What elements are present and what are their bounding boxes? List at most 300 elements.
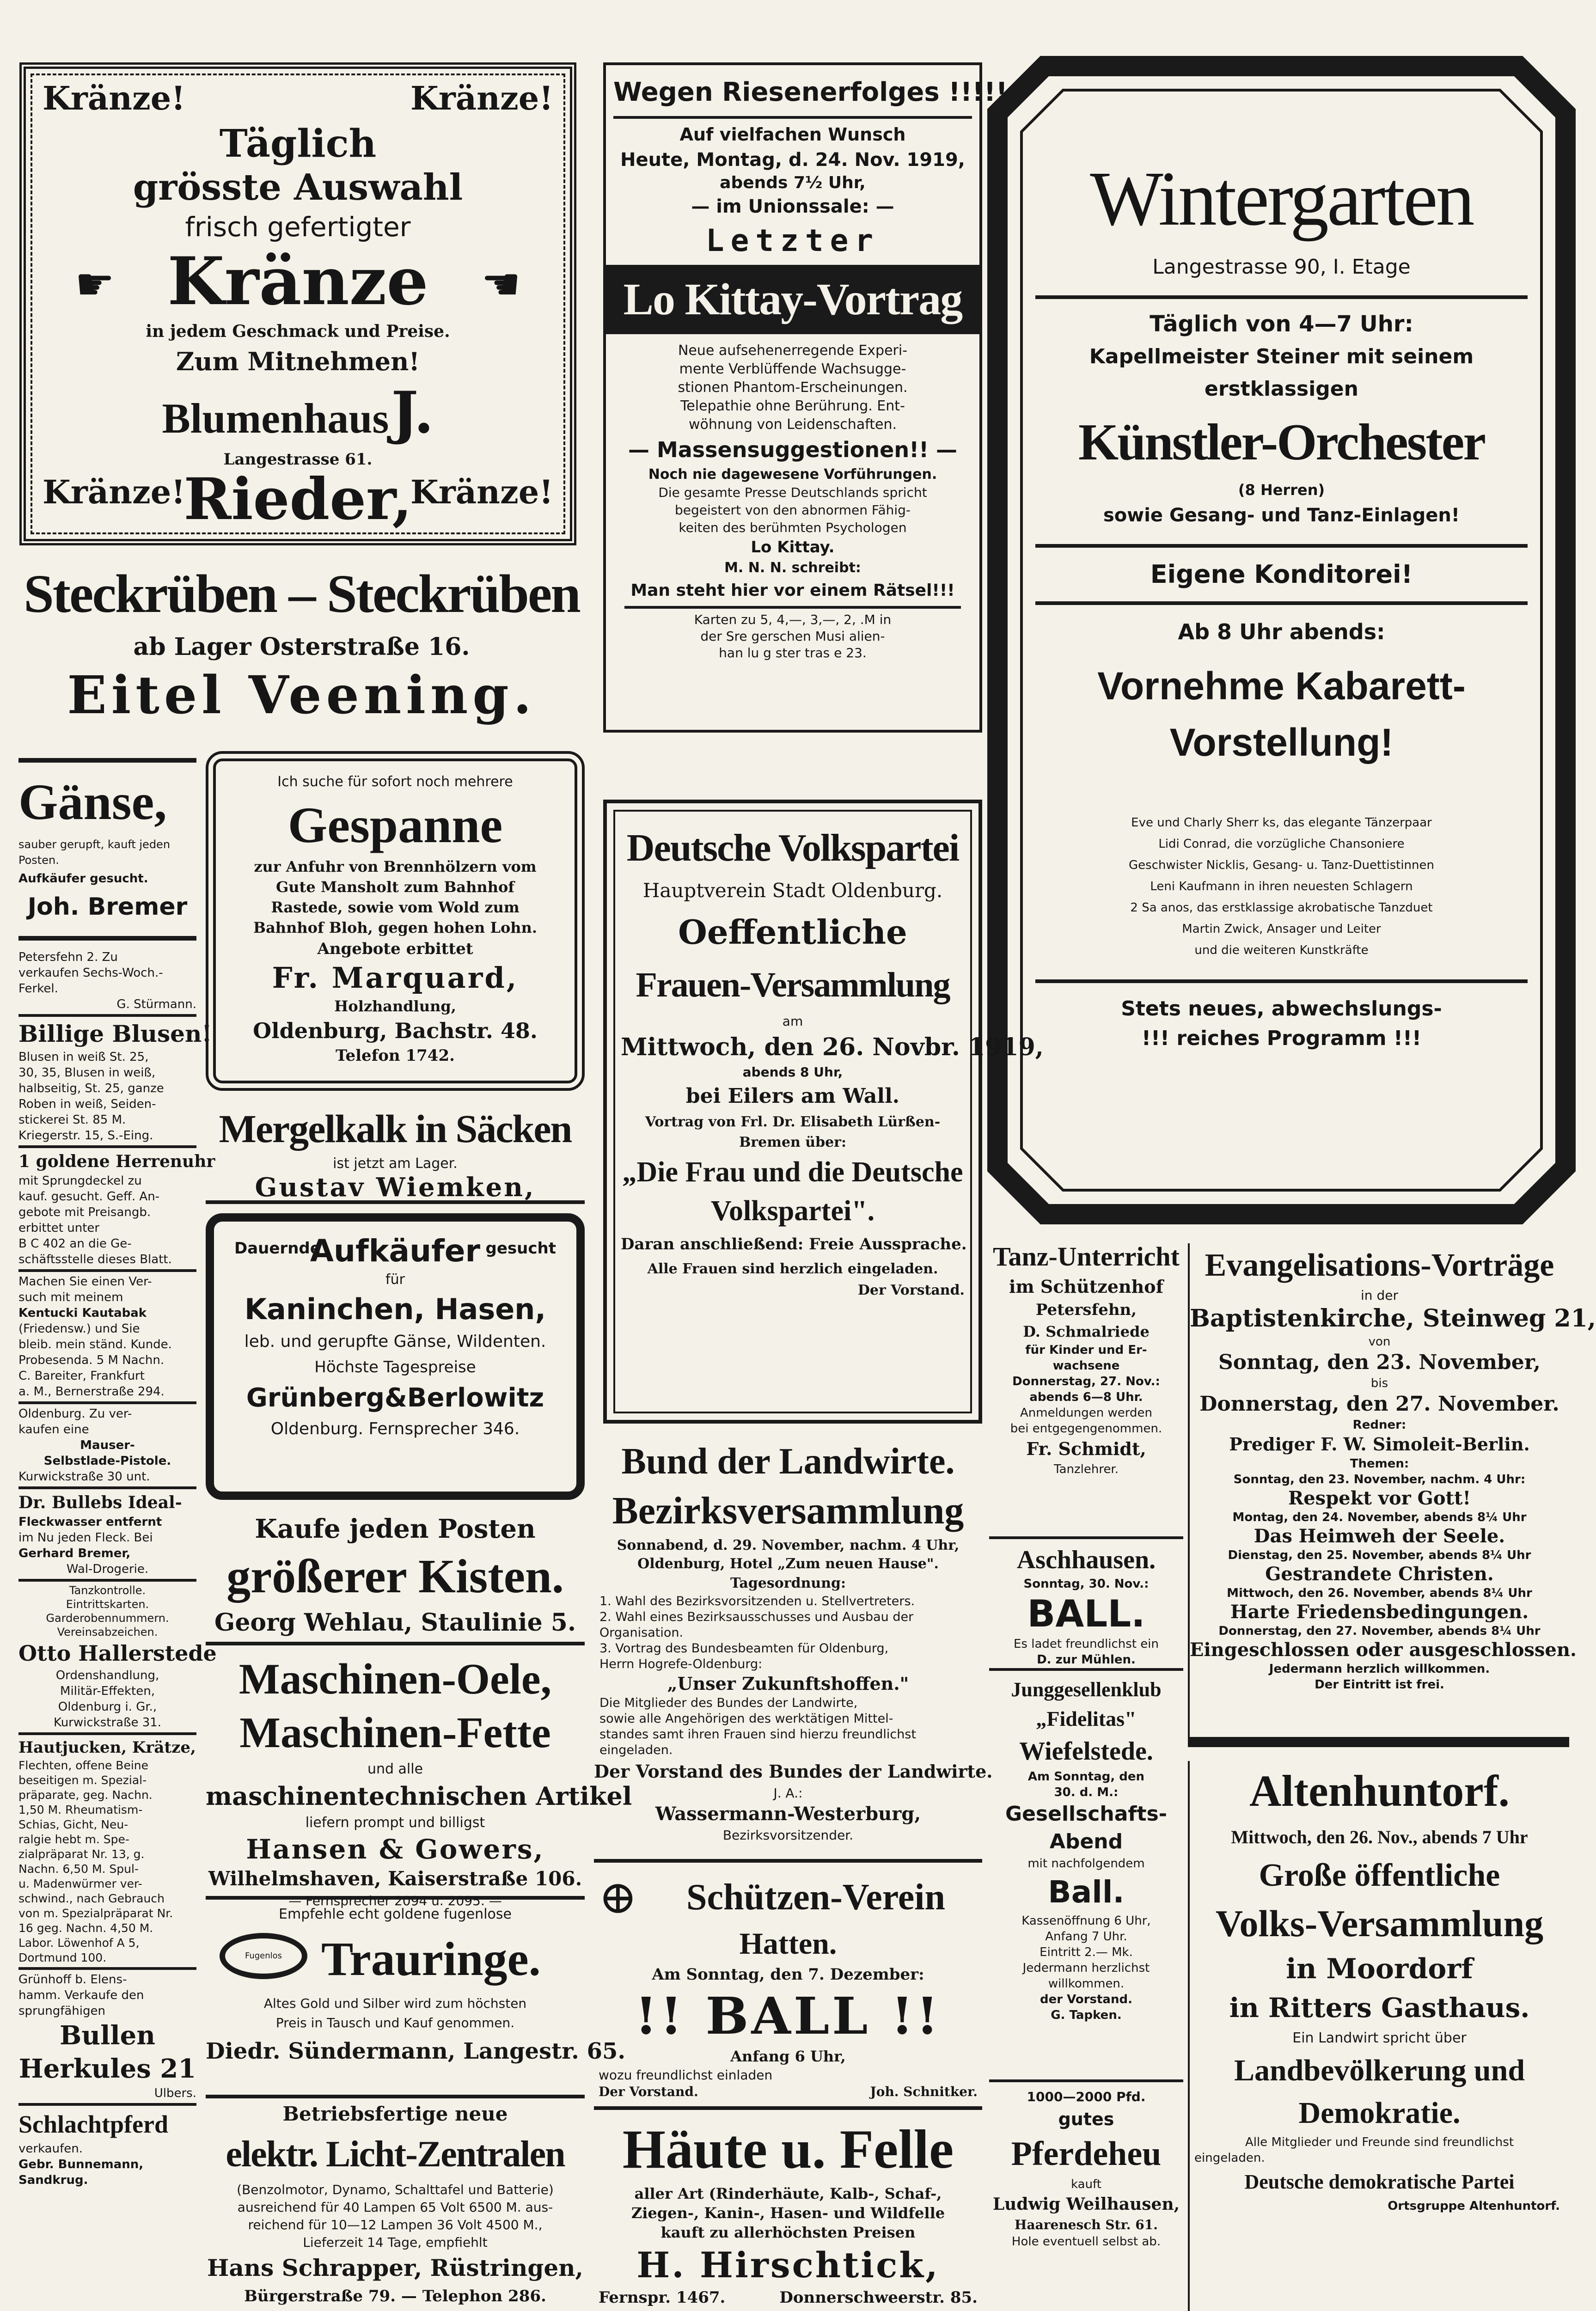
gespanne-line-11: Telefon 1742. (336, 1046, 455, 1065)
gespanne-line-5: Rastede, sowie vom Wold zum (271, 899, 520, 916)
classified-line: verkaufen Sechs-Woch.- (18, 966, 163, 980)
schuetzen-line-2: Hatten. (739, 1927, 837, 1961)
kraenze-blumenhaus: Blumenhaus (162, 395, 389, 442)
wintergarten-orchester: Künstler-Orchester (1078, 414, 1485, 471)
classified-line: 16 geg. Nachn. 4,50 M. (18, 1921, 153, 1935)
classified-line: gebote mit Preisangb. (18, 1205, 151, 1219)
landwirte-line-4: Oldenburg, Hotel „Zum neuen Hause". (637, 1556, 939, 1572)
evangelisation-line-4: von (1368, 1335, 1391, 1349)
schuetzen-vorstand: Der Vorstand. (599, 2084, 698, 2099)
gaense-name: Joh. Bremer (27, 893, 188, 921)
agenda-line: 3. Vortrag des Bundesbeamten für Oldenburg, (599, 1641, 889, 1656)
classified-line: Machen Sie einen Ver- (18, 1275, 152, 1289)
classified-line: Fleckwasser entfernt (18, 1515, 162, 1529)
gespanne-title: Gespanne (287, 797, 503, 853)
schuetzen-title: Schützen-Verein (686, 1877, 945, 1918)
agenda-line: eingeladen. (599, 1743, 673, 1757)
tanz-line-11: Fr. Schmidt, (1026, 1438, 1146, 1459)
volkspartei-line-2: Hauptverein Stadt Oldenburg. (642, 879, 943, 902)
classified-line: beseitigen m. Spezial- (18, 1773, 147, 1787)
haeute-ad (594, 2115, 982, 2311)
lokittay-line-6: Letzter (705, 223, 880, 258)
classified-bullen (18, 1970, 196, 2106)
fidelitas-line-4: Am Sonntag, den (1027, 1770, 1145, 1784)
agenda-line: 1. Wahl des Bezirksvorsitzenden u. Stellvertreters. (599, 1594, 915, 1608)
agenda-line: Herrn Hogrefe-Oldenburg: (599, 1657, 763, 1671)
classified-line: präparate, geg. Nachn. (18, 1788, 153, 1802)
classified-heading: Schlachtpferd (18, 2110, 168, 2138)
mergelkalk-ad (206, 1102, 585, 1204)
aufkaeufer-line-1c: gesucht (485, 1239, 556, 1258)
trauringe-ad (206, 1904, 626, 2098)
wintergarten-line-1: Täglich von 4—7 Uhr: (1150, 311, 1413, 337)
wintergarten-line-5: (8 Herren) (1238, 481, 1325, 499)
tanz-line-9: Anmeldungen werden (1020, 1406, 1152, 1420)
wintergarten-line-6: sowie Gesang- und Tanz-Einlagen! (1103, 505, 1460, 526)
wintergarten-kabarett-1: Vornehme Kabarett- (1097, 664, 1466, 708)
kraenze-ad (19, 62, 576, 545)
tanz-title: Tanz-Unterricht (993, 1241, 1180, 1272)
classified-line: halbseitig, St. 25, ganze (18, 1082, 164, 1095)
landwirte-line-6: Der Vorstand des Bundes der Landwirte. (594, 1761, 993, 1782)
crossed-rifles-target-icon: ⊕ (599, 1870, 637, 1924)
volkspartei-line-12: Volkspartei". (710, 1195, 875, 1227)
landwirte-title: Bund der Landwirte. (621, 1441, 955, 1482)
classified-line: kauf. gesucht. Geff. An- (18, 1190, 160, 1204)
gespanne-line-7: Angebote erbittet (317, 940, 473, 958)
haeute-line-2: aller Art (Rinderhäute, Kalb-, Schaf-, (634, 2185, 942, 2202)
altenhuntorf-line-6: in Ritters Gasthaus. (1229, 1992, 1530, 2024)
classified-line: Flechten, offene Beine (18, 1759, 148, 1772)
altenhuntorf-line-3: Große öffentliche (1259, 1858, 1500, 1893)
classified-line: kaufen eine (18, 1423, 89, 1437)
aufkaeufer-name: Grünberg&Berlowitz (246, 1383, 544, 1413)
fidelitas-line-10: Kassenöffnung 6 Uhr, (1021, 1914, 1151, 1928)
maschinen-name: Hansen & Gowers, (246, 1834, 544, 1865)
tanz-line-2: im Schützenhof (1009, 1276, 1163, 1297)
aufkaeufer-line-5: Höchste Tagespreise (314, 1358, 476, 1376)
gespanne-line-4: Gute Mansholt zum Bahnhof (275, 878, 515, 896)
classified-blusen (18, 1017, 212, 1148)
aufkaeufer-line-4: leb. und gerupfte Gänse, Wildenten. (244, 1332, 546, 1351)
classified-line: Nachn. 6,50 M. Spul- (18, 1862, 139, 1876)
tanz-ad (989, 1239, 1183, 1539)
lokittay-line-12: wöhnung von Leidenschaften. (689, 416, 897, 433)
landwirte-line-3: Sonnabend, d. 29. November, nachm. 4 Uhr, (617, 1537, 960, 1553)
classifieds-column (18, 948, 217, 2311)
wintergarten-artist-6: Martin Zwick, Ansager und Leiter (1182, 922, 1381, 936)
maschinen-line-3: und alle (367, 1761, 423, 1777)
kisten-ad (206, 1511, 585, 1645)
classified-line: mit Sprungdeckel zu (18, 1174, 142, 1188)
steckrueben-ad (18, 552, 585, 737)
altenhuntorf-line-11: eingeladen. (1194, 2151, 1265, 2165)
ring-label: Fugenlos (245, 1951, 282, 1961)
altenhuntorf-line-13: Ortsgruppe Altenhuntorf. (1388, 2199, 1560, 2213)
lokittay-title: Lo Kittay-Vortrag (623, 275, 962, 324)
fidelitas-line-12: Eintritt 2.— Mk. (1040, 1945, 1133, 1959)
pferdeheu-name: Ludwig Weilhausen, (992, 2195, 1180, 2214)
gespanne-line-9: Holzhandlung, (334, 997, 456, 1015)
maschinen-artikel: maschinentechnischen Artikel (206, 1781, 632, 1811)
classified-line: B C 402 an die Ge- (18, 1237, 132, 1251)
tanz-line-7: Donnerstag, 27. Nov.: (1012, 1375, 1160, 1388)
aufkaeufer-title: Aufkäufer (310, 1233, 481, 1269)
fidelitas-line-11: Anfang 7 Uhr. (1045, 1930, 1127, 1944)
lokittay-line-20: Man steht hier vor einem Rätsel!!! (630, 581, 955, 600)
lokittay-line-9: mente Verblüffende Wachsugge- (679, 361, 906, 377)
lokittay-line-1: Wegen Riesenerfolges !!!!! (613, 77, 1008, 107)
evangelisation-ad (1188, 1243, 1596, 1747)
classified-heading: Bullen (60, 2020, 155, 2051)
wintergarten-artist-2: Lidi Conrad, die vorzügliche Chansoniere (1158, 837, 1405, 851)
classified-line: bleib. mein ständ. Kunde. (18, 1338, 172, 1351)
evangelisation-line-12: Der Eintritt ist frei. (1315, 1678, 1444, 1692)
pferdeheu-line-1: 1000—2000 Pfd. (1027, 2089, 1146, 2104)
classified-line: stickerei St. 85 M. (18, 1113, 126, 1127)
kraenze-top-left: Kränze! (43, 79, 185, 117)
wintergarten-artist-7: und die weiteren Kunstkräfte (1194, 943, 1369, 957)
landwirte-ad (594, 1437, 993, 1863)
licht-line-6: Lieferzeit 14 Tage, empfiehlt (303, 2235, 488, 2250)
classified-line: Oldenburg i. Gr., (58, 1700, 157, 1714)
schuetzen-ball: !! BALL !! (635, 1986, 942, 2046)
maschinen-line-5: liefern prompt und billigst (305, 1815, 485, 1831)
classified-heading: Herkules 21 (18, 2054, 196, 2084)
lokittay-line-11: Telepathie ohne Berührung. Ent- (680, 398, 905, 414)
classified-line: Tanzkontrolle. (69, 1584, 146, 1597)
aschhausen-ad (989, 1544, 1183, 1671)
altenhuntorf-ad (1188, 1761, 1569, 2311)
pferdeheu-line-6: Haarenesch Str. 61. (1015, 2217, 1158, 2232)
classified-line: verkaufen. (18, 2142, 83, 2156)
classified-line: Blusen in weiß St. 25, (18, 1050, 149, 1064)
classified-heading: Billige Blusen! (18, 1020, 212, 1047)
classified-line: Vereinsabzeichen. (57, 1626, 158, 1638)
topic-date: Montag, den 24. November, abends 8¼ Uhr (1232, 1510, 1527, 1524)
classified-line: Garderobennummern. (46, 1612, 169, 1625)
classified-line: 30, 35, Blusen in weiß, (18, 1066, 156, 1080)
lokittay-line-19: M. N. N. schreibt: (724, 560, 861, 576)
agenda-line: Organisation. (599, 1626, 684, 1640)
volkspartei-line-10: Bremen über: (739, 1134, 847, 1150)
lokittay-line-18: Lo Kittay. (751, 538, 835, 556)
aschhausen-line-5: D. zur Mühlen. (1037, 1653, 1136, 1667)
aschhausen-line-2: Sonntag, 30. Nov.: (1023, 1577, 1149, 1591)
haeute-address: Donnerschweerstr. 85. (779, 2288, 978, 2307)
topic-date: Dienstag, den 25. November, abends 8¼ Uhr (1228, 1548, 1531, 1562)
maschinen-fette: Maschinen-Fette (239, 1709, 551, 1757)
lokittay-line-17: keiten des berühmten Psychologen (679, 520, 907, 535)
lokittay-line-5: — im Unionssale: — (691, 196, 894, 217)
pferdeheu-ad (989, 2087, 1183, 2311)
volkspartei-line-7: abends 8 Uhr, (742, 1064, 843, 1080)
kraenze-rieder: J. Rieder, (183, 379, 434, 533)
classified-line: schwind., nach Gebrauch (18, 1892, 165, 1905)
topic-title: Respekt vor Gott! (1288, 1487, 1471, 1509)
altenhuntorf-line-2: Mittwoch, den 26. Nov., abends 7 Uhr (1231, 1827, 1528, 1847)
aufkaeufer-line-2: für (385, 1272, 405, 1288)
aufkaeufer-ad (206, 1213, 585, 1500)
topic-title: Harte Friedensbedingungen. (1230, 1601, 1529, 1623)
classified-kautabak (18, 1272, 196, 1404)
classified-line: Probesenda. 5 M Nachn. (18, 1353, 165, 1367)
gaense-line-3: Aufkäufer gesucht. (18, 872, 148, 886)
lokittay-line-3: Heute, Montag, d. 24. Nov. 1919, (620, 149, 966, 171)
gespanne-ad (206, 751, 585, 1091)
wintergarten-artist-4: Leni Kaufmann in ihren neuesten Schlagern (1150, 880, 1413, 893)
classified-heading: Otto Hallerstede (18, 1641, 217, 1666)
landwirte-agenda-heading: Tagesordnung: (730, 1575, 846, 1591)
wintergarten-address: Langestrasse 90, I. Etage (1152, 255, 1411, 279)
altenhuntorf-line-10: Alle Mitglieder und Freunde sind freundlichst (1245, 2135, 1514, 2149)
classified-line: Wal-Drogerie. (66, 1562, 149, 1576)
volkspartei-line-3: Oeffentliche (678, 912, 907, 952)
classified-line: Selbstlade-Pistole. (43, 1454, 171, 1468)
tanz-line-4: D. Schmalriede (1023, 1323, 1150, 1340)
volkspartei-versammlung: Frauen-Versammlung (636, 966, 950, 1004)
trauringe-line-1: Empfehle echt goldene fugenlose (279, 1906, 512, 1922)
landwirte-line-7: J. A.: (773, 1785, 803, 1801)
wintergarten-artist-1: Eve und Charly Sherr ks, das elegante Tänzerpaar (1131, 816, 1432, 830)
gespanne-name: Fr. Marquard, (272, 961, 519, 995)
topic-date: Donnerstag, den 27. November, abends 8¼ Uhr (1218, 1624, 1541, 1638)
gaense-line-2: Posten. (18, 854, 59, 867)
maschinen-address: Wilhelmshaven, Kaiserstraße 106. (208, 1867, 582, 1890)
tanz-line-10: bei entgegengenommen. (1010, 1422, 1162, 1436)
classified-pistole (18, 1404, 196, 1489)
schuetzen-line-6: wozu freundlichst einladen (599, 2067, 773, 2083)
evangelisation-line-11: Jedermann herzlich willkommen. (1269, 1662, 1490, 1676)
classified-line: ralgie hebt m. Spe- (18, 1833, 129, 1846)
pferdeheu-line-4: kauft (1071, 2177, 1101, 2191)
aschhausen-title: Aschhausen. (1016, 1546, 1156, 1574)
volkspartei-line-13: Daran anschließend: Freie Aussprache. (621, 1235, 967, 1253)
wintergarten-artist-5: 2 Sa anos, das erstklassige akrobatische Tanzduet (1130, 901, 1433, 915)
fidelitas-title: Wiefelstede. (1019, 1737, 1153, 1766)
classified-line: Eintrittskarten. (66, 1598, 149, 1611)
schuetzen-signature: Joh. Schnitker. (870, 2084, 978, 2099)
landwirte-versammlung: Bezirksversammlung (612, 1489, 964, 1532)
evangelisation-speaker: Prediger F. W. Simoleit-Berlin. (1229, 1434, 1530, 1455)
lokittay-line-14: Noch nie dagewesene Vorführungen. (648, 466, 937, 483)
classified-line: Oldenburg. Zu ver- (18, 1407, 132, 1421)
classified-line: such mit meinem (18, 1290, 123, 1304)
aufkaeufer-line-1a: Dauernde (234, 1239, 321, 1258)
wintergarten-line-3: erstklassigen (1205, 377, 1358, 401)
licht-address: Bürgerstraße 79. — Telephon 286. (244, 2287, 546, 2305)
steckrueben-title: Steckrüben – Steckrüben (24, 563, 580, 624)
haeute-name: H. Hirschtick, (636, 2244, 940, 2286)
trauringe-name: Diedr. Sündermann, Langestr. 65. (206, 2038, 626, 2064)
kisten-line-1: Kaufe jeden Posten (255, 1514, 536, 1544)
tanz-line-6: wachsene (1052, 1359, 1120, 1373)
altenhuntorf-versammlung: Volks-Versammlung (1215, 1902, 1544, 1944)
kisten-title: größerer Kisten. (226, 1550, 564, 1603)
haeute-title: Häute u. Felle (622, 2118, 954, 2180)
fidelitas-line-7: Abend (1049, 1830, 1123, 1853)
classified-line: zialpräparat Nr. 13, g. (18, 1847, 145, 1861)
classified-line: Labor. Löwenhof A 5, (18, 1936, 140, 1950)
classified-line: Dortmund 100. (18, 1951, 107, 1964)
volkspartei-line-6: Mittwoch, den 26. Novbr. 1919, (621, 1033, 1044, 1061)
topic-date: Mittwoch, den 26. November, abends 8¼ Uhr (1227, 1586, 1532, 1600)
classified-hautjucken (18, 1735, 196, 1970)
classified-line: hamm. Verkaufe den (18, 1988, 144, 2002)
trauringe-line-3: Altes Gold und Silber wird zum höchsten (263, 1996, 527, 2011)
volkspartei-line-14: Alle Frauen sind herzlich eingeladen. (647, 1261, 938, 1277)
aufkaeufer-line-3: Kaninchen, Hasen, (245, 1292, 546, 1326)
fidelitas-line-2: „Fidelitas" (1036, 1707, 1137, 1730)
fidelitas-line-1: Junggesellenklub (1011, 1678, 1162, 1701)
lokittay-line-10: stionen Phantom-Erscheinungen. (678, 379, 908, 396)
tanz-line-12: Tanzlehrer. (1053, 1462, 1119, 1476)
classified-line: Militär-Effekten, (60, 1684, 155, 1698)
altenhuntorf-line-7: Ein Landwirt spricht über (1292, 2030, 1467, 2046)
kraenze-bottom-left: Kränze! (43, 473, 185, 511)
classified-line: Kurwickstraße 31. (53, 1716, 162, 1730)
gespanne-line-3: zur Anfuhr von Brennhölzern vom (254, 858, 537, 875)
mergelkalk-title: Mergelkalk in Säcken (219, 1107, 572, 1151)
gespanne-line-1: Ich suche für sofort noch mehrere (277, 774, 513, 790)
kraenze-line-1: Täglich (219, 122, 377, 166)
classified-line: erbittet unter (18, 1221, 100, 1235)
topic-date: Sonntag, den 23. November, nachm. 4 Uhr: (1233, 1473, 1526, 1486)
landwirte-line-8: Wassermann-Westerburg, (655, 1803, 921, 1825)
wedding-ring-icon (220, 1933, 307, 1979)
kisten-line-3: Georg Wehlau, Staulinie 5. (214, 1608, 576, 1637)
gespanne-line-10: Oldenburg, Bachstr. 48. (253, 1018, 538, 1043)
lokittay-line-8: Neue aufsehenerregende Experi- (678, 342, 908, 359)
classified-line: Roben in weiß, Seiden- (18, 1097, 156, 1111)
classified-line: Ulbers. (154, 2086, 196, 2100)
wintergarten-konditorei: Eigene Konditorei! (1150, 560, 1413, 589)
aufkaeufer-line-7: Oldenburg. Fernsprecher 346. (270, 1419, 520, 1438)
fidelitas-line-6: Gesellschafts- (1005, 1802, 1168, 1826)
haeute-phone: Fernspr. 1467. (599, 2288, 726, 2307)
wintergarten-line-2: Kapellmeister Steiner mit seinem (1089, 345, 1474, 368)
pferdeheu-line-7: Hole eventuell selbst ab. (1011, 2235, 1161, 2249)
lokittay-line-13: — Massensuggestionen!! — (628, 437, 958, 462)
classified-line: Schias, Gicht, Neu- (18, 1818, 128, 1831)
fidelitas-ball: Ball. (1048, 1874, 1125, 1910)
lokittay-line-15: Die gesamte Presse Deutschlands spricht (658, 485, 927, 500)
classified-line: Ferkel. (18, 982, 58, 996)
haeute-line-4: kauft zu allerhöchsten Preisen (660, 2224, 916, 2241)
licht-line-3: (Benzolmotor, Dynamo, Schalttafel und Batterie) (237, 2182, 554, 2197)
aschhausen-line-4: Es ladet freundlichst ein (1013, 1637, 1159, 1651)
steckrueben-location: ab Lager Osterstraße 16. (133, 633, 470, 661)
pferdeheu-title: Pferdeheu (1011, 2135, 1162, 2173)
maschinen-oele: Maschinen-Oele, (238, 1655, 552, 1703)
schuetzen-line-3: Am Sonntag, den 7. Dezember: (652, 1965, 924, 1984)
classified-herrenuhr (18, 1148, 215, 1272)
wintergarten-line-12: !!! reiches Programm !!! (1141, 1027, 1422, 1050)
kraenze-line-3: frisch gefertigter (185, 211, 411, 243)
lokittay-line-21: Karten zu 5, 4,—, 3,—, 2, .M in (694, 612, 892, 627)
fidelitas-ad (989, 1675, 1183, 2082)
haeute-line-3: Ziegen-, Kanin-, Hasen- und Wildfelle (631, 2204, 945, 2222)
licht-ad (206, 2101, 585, 2311)
wintergarten-ad (994, 62, 1569, 1218)
classified-line: Gerhard Bremer, (18, 1547, 131, 1560)
agenda-line: „Unser Zukunftshoffen." (667, 1673, 909, 1694)
gespanne-line-6: Bahnhof Bloh, gegen hohen Lohn. (253, 919, 537, 936)
classified-line: Kentucki Kautabak (18, 1306, 147, 1320)
lokittay-line-23: han lu g ster tras e 23. (719, 645, 867, 660)
wintergarten-line-11: Stets neues, abwechslungs- (1121, 997, 1442, 1021)
evangelisation-line-10: Themen: (1350, 1457, 1409, 1471)
tanz-line-5: für Kinder und Er- (1025, 1343, 1147, 1357)
classified-line: Ordenshandlung, (55, 1669, 159, 1682)
gaense-ad (18, 758, 196, 941)
agenda-line: sowie alle Angehörigen des werktätigen Mittel- (599, 1712, 893, 1726)
wintergarten-kabarett-2: Vorstellung! (1169, 721, 1394, 764)
evangelisation-line-5: Sonntag, den 23. November, (1218, 1351, 1541, 1374)
classified-line: Gebr. Bunnemann, (18, 2158, 144, 2171)
kraenze-bottom-right: Kränze! (410, 473, 553, 511)
kraenze-address: Langestrasse 61. (223, 450, 373, 469)
kraenze-line-2: grösste Auswahl (133, 166, 463, 208)
classified-line: 1,50 M. Rheumatism- (18, 1803, 143, 1816)
volkspartei-line-8: bei Eilers am Wall. (685, 1084, 900, 1108)
lokittay-line-22: der Sre gerschen Musi alien- (700, 629, 885, 644)
classified-fleckwasser (18, 1489, 196, 1582)
topic-title: Gestrandete Christen. (1265, 1563, 1494, 1585)
mergelkalk-name: Gustav Wiemken, (255, 1172, 536, 1203)
classified-line: G. Stürmann. (116, 997, 196, 1011)
licht-line-5: reichend für 10—12 Lampen 36 Volt 4500 M., (248, 2217, 543, 2232)
evangelisation-line-6: bis (1370, 1376, 1388, 1390)
classified-heading: Dr. Bullebs Ideal- (18, 1493, 182, 1512)
volkspartei-line-9: Vortrag von Frl. Dr. Elisabeth Lürßen- (645, 1114, 941, 1130)
agenda-line: Die Mitglieder des Bundes der Landwirte, (599, 1696, 858, 1710)
classified-ferkel (18, 948, 196, 1017)
classified-line: (Friedensw.) und Sie (18, 1322, 140, 1336)
gaense-title: Gänse, (18, 774, 167, 830)
tanz-line-8: abends 6—8 Uhr. (1029, 1390, 1143, 1404)
classified-heading: Hautjucken, Krätze, (18, 1738, 196, 1757)
classified-line: Grünhoff b. Elens- (18, 1973, 127, 1987)
fidelitas-line-13: Jedermann herzlichst (1022, 1961, 1150, 1975)
kraenze-line-5: in jedem Geschmack und Preise. (146, 322, 450, 341)
classified-line: sprungfähigen (18, 2004, 105, 2018)
volkspartei-title: Deutsche Volkspartei (626, 826, 959, 869)
landwirte-line-9: Bezirksvorsitzender. (722, 1828, 854, 1843)
lokittay-line-2: Auf vielfachen Wunsch (679, 124, 906, 145)
classified-line: u. Madenwürmer ver- (18, 1877, 142, 1890)
agenda-line: standes samt ihren Frauen sind hierzu freundlichst (599, 1727, 917, 1742)
trauringe-title: Trauringe. (321, 1932, 541, 1986)
altenhuntorf-party: Deutsche demokratische Partei (1244, 2170, 1515, 2193)
fidelitas-line-8: mit nachfolgendem (1027, 1857, 1145, 1871)
evangelisation-line-8: Redner: (1352, 1418, 1406, 1432)
licht-line-1: Betriebsfertige neue (282, 2103, 508, 2125)
classified-line: von m. Spezialpräparat Nr. (18, 1907, 173, 1920)
classified-line: schäftsstelle dieses Blatt. (18, 1253, 172, 1266)
topic-title: Eingeschlossen oder ausgeschlossen. (1190, 1639, 1577, 1661)
tanz-line-3: Petersfehn, (1035, 1301, 1137, 1319)
mergelkalk-line-2: ist jetzt am Lager. (333, 1156, 458, 1172)
classified-line: Petersfehn 2. Zu (18, 950, 118, 964)
classified-hallerstede (18, 1582, 217, 1735)
classified-line: Mauser- (80, 1438, 135, 1452)
maschinen-ad (206, 1652, 632, 1908)
lokittay-ad (603, 62, 1008, 733)
trauringe-line-4: Preis in Tausch und Kauf genommen. (275, 2015, 515, 2030)
licht-name: Hans Schrapper, Rüstringen, (207, 2254, 583, 2281)
steckrueben-name: Eitel Veening. (67, 665, 536, 726)
